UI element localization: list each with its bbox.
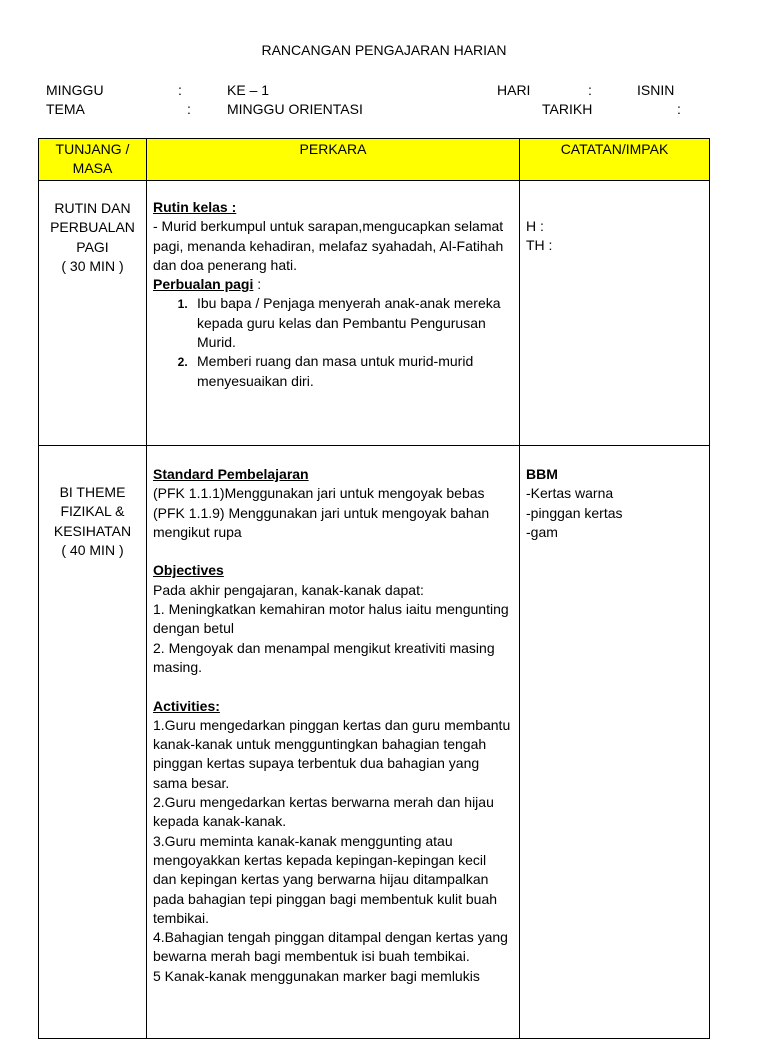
row1-perkara — [147, 181, 520, 446]
row2-tunjang: BI THEME FIZIKAL & KESIHATAN ( 40 MIN ) — [39, 446, 147, 1039]
rutin-kelas-heading: Rutin kelas : — [153, 199, 237, 215]
tema-label: TEMA — [46, 101, 85, 117]
objectives-heading: Objectives — [153, 562, 224, 579]
minggu-value: KE – 1 — [227, 82, 270, 98]
row1-catatan: H : TH : — [520, 181, 710, 446]
page-title: RANCANGAN PENGAJARAN HARIAN — [261, 42, 507, 58]
header-perkara: PERKARA — [147, 139, 520, 181]
hari-colon: : — [588, 82, 592, 98]
activities-heading: Activities: — [153, 697, 220, 714]
table-header-row — [39, 139, 710, 181]
tarikh-label: TARIKH — [542, 101, 593, 117]
tema-value: MINGGU ORIENTASI — [227, 101, 363, 117]
tema-colon: : — [187, 101, 191, 117]
hari-label: HARI — [497, 82, 531, 98]
list-item: 2. Memberi ruang dan masa untuk murid-murid menyesuaikan diri. — [191, 352, 513, 391]
table-row — [39, 446, 710, 1039]
table-row — [39, 181, 710, 446]
bbm-heading: BBM — [526, 466, 558, 482]
list-item: 1. Ibu bapa / Penjaga menyerah anak-anak mereka kepada guru kelas dan Pembantu Pengurusan Murid. — [191, 294, 513, 352]
hari-value: ISNIN — [637, 82, 675, 98]
standard-pembelajaran-heading: Standard Pembelajaran — [153, 466, 309, 482]
perbualan-pagi-list — [153, 294, 513, 390]
list-item: -gam — [526, 523, 558, 540]
header-catatan-impak: CATATAN/IMPAK — [520, 139, 710, 181]
perbualan-pagi-heading: Perbualan pagi : — [153, 276, 262, 293]
minggu-colon: : — [178, 82, 182, 98]
row2-catatan — [520, 446, 710, 1039]
row1-tunjang: RUTIN DAN PERBUALAN PAGI ( 30 MIN ) — [39, 181, 147, 446]
tarikh-colon: : — [677, 101, 681, 117]
list-item: -pinggan kertas — [526, 504, 623, 521]
rutin-kelas-text: - Murid berkumpul untuk sarapan,mengucapkan selamat pagi, menanda kehadiran, melafaz syahadah, Al-Fatihah dan doa penerang hati. — [153, 218, 504, 273]
list-item: -Kertas warna — [526, 485, 614, 502]
header-tunjang-masa: TUNJANG / MASA — [39, 139, 147, 181]
row2-perkara: Standard Pembelajaran (PFK 1.1.1)Menggunakan jari untuk mengoyak bebas (PFK 1.1.9) Menggunakan jari untuk mengoyak bahan mengikut rupa Objectives Pada akhir pengajaran, kanak-kanak dapat: 1. Meningkatkan kemahiran motor halus iaitu mengunting dengan betul 2. Mengoyak dan menampal mengikut kreativiti masing masing. Activities: 1.Guru mengedarkan pinggan kertas dan guru membantu kanak-kanak untuk mengguntingkan bahagian tengah pinggan kertas supaya terbentuk dua bahagian yang sama besar. 2.Guru mengedarkan kertas berwarna merah dan hijau kepada kanak-kanak. 3.Guru meminta kanak-kanak menggunting atau mengoyakkan kertas kepada kepingan-kepingan kecil dan kepingan kertas yang berwarna hijau ditampalkan pada bahagian tepi pinggan bagi membentuk kulit buah tembikai. 4.Bahagian tengah pinggan ditampal dengan kertas yang bewarna merah bagi membentuk isi buah tembikai. 5 Kanak-kanak menggunakan marker bagi memlukis — [147, 446, 520, 1039]
lesson-plan-table — [38, 138, 710, 1039]
minggu-label: MINGGU — [46, 82, 104, 98]
